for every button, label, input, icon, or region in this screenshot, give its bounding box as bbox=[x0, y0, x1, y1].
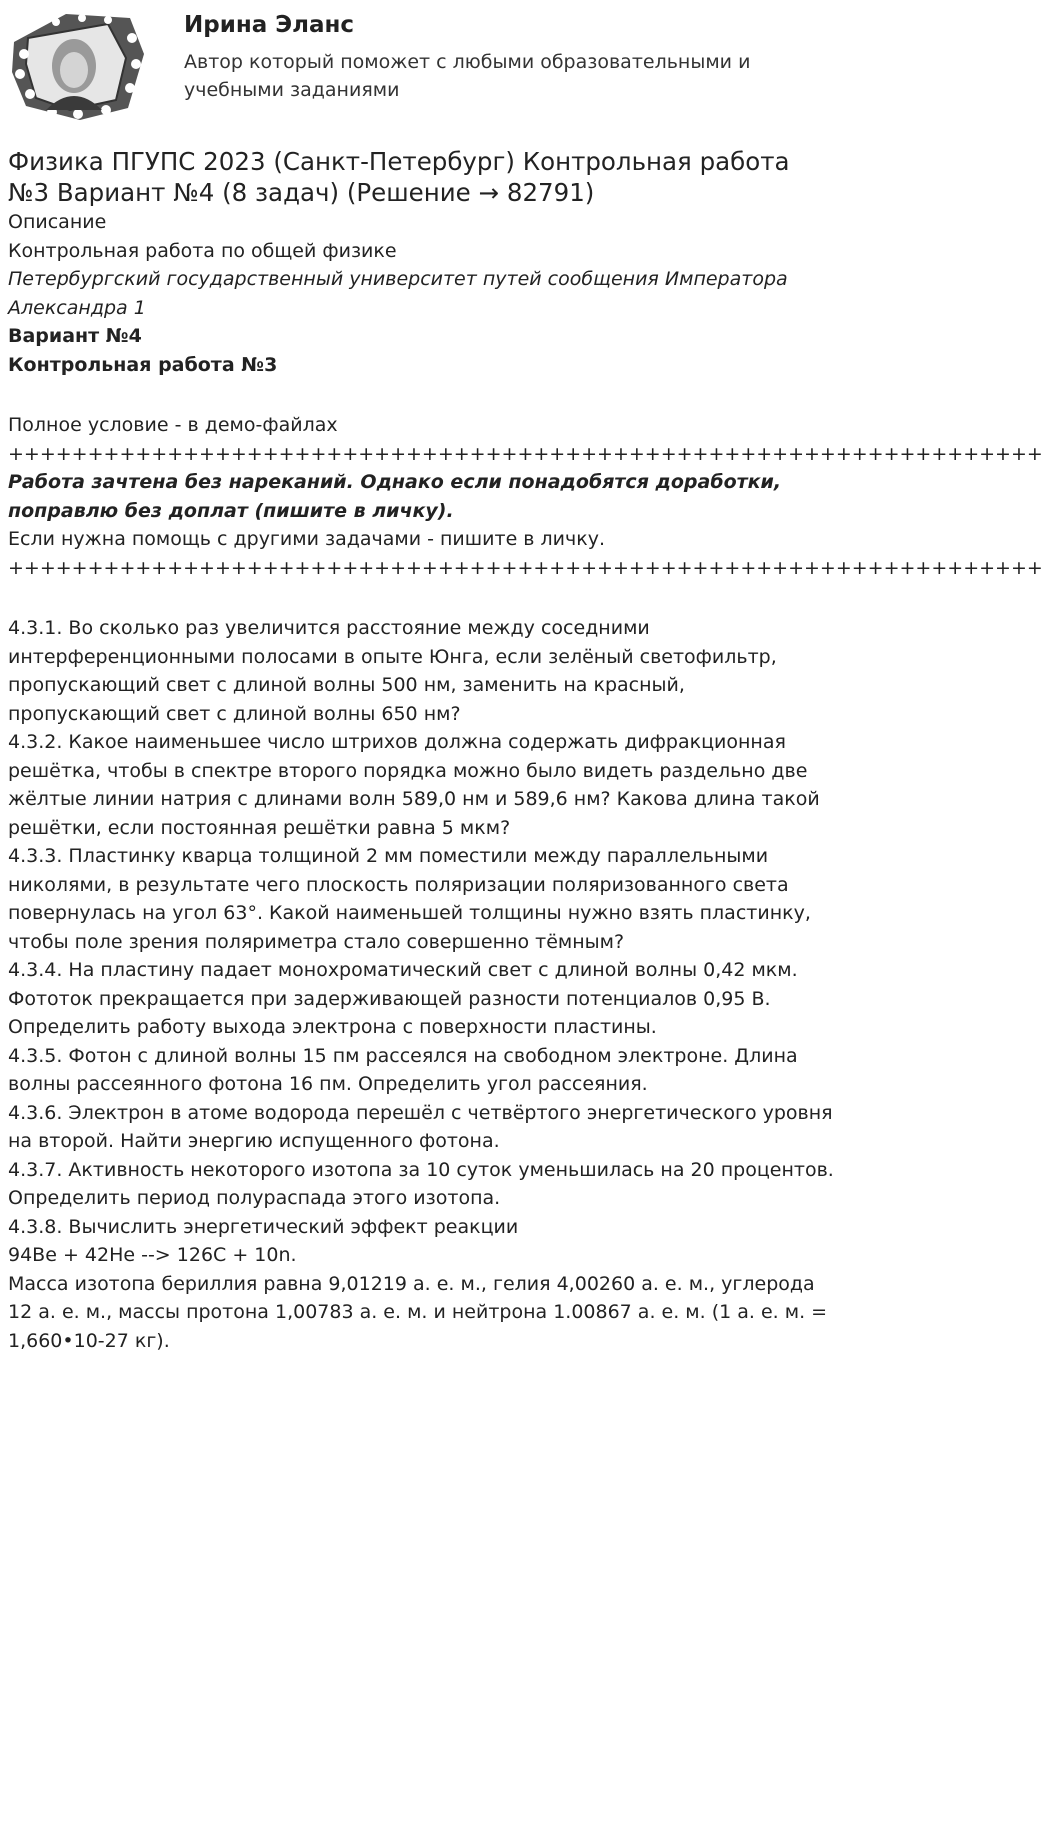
full-condition-note: Полное условие - в демо-файлах bbox=[8, 414, 338, 436]
variant-heading: Вариант №4 bbox=[8, 325, 142, 347]
author-description: Автор который поможет с любыми образовательными и учебными заданиями bbox=[184, 51, 751, 101]
help-note: Если нужна помощь с другими задачами - пишите в личку. bbox=[8, 528, 606, 550]
description-label: Описание bbox=[8, 211, 107, 233]
page-title: Физика ПГУПС 2023 (Санкт-Петербург) Контрольная работа №3 Вариант №4 (8 задач) (Решение → 82791) bbox=[8, 147, 790, 207]
university-name: Петербургский государственный университет путей сообщения Императора Александра 1 bbox=[8, 268, 788, 319]
masses-text: Масса изотопа бериллия равна 9,01219 а. е. м., гелия 4,00260 а. е. м., углерода 12 а. е. м., массы протона 1,00783 а. е. м. и нейтрона 1.00867 а. е. м. (1 а. е. м. = 1,660•10-27 кг). bbox=[8, 1272, 828, 1352]
author-header bbox=[0, 0, 847, 135]
task-item: 4.3.6. Электрон в атоме водорода перешёл с четвёртого энергетического уровня на второй. Найти энергию испущенного фотона. bbox=[8, 1101, 833, 1152]
document-body bbox=[8, 146, 1043, 1355]
task-item: 4.3.8. Вычислить энергетический эффект реакции bbox=[8, 1215, 519, 1238]
work-heading: Контрольная работа №3 bbox=[8, 353, 278, 376]
task-item: 4.3.3. Пластинку кварца толщиной 2 мм поместили между параллельными николями, в результате чего плоскость поляризации поляризованного света повернулась на угол 63°. Какой наименьшей толщины нужно взять пластинку, чтобы поле зрения поляриметра стало совершенно тёмным? bbox=[8, 845, 811, 953]
description-text: Контрольная работа по общей физике bbox=[8, 239, 397, 262]
separator-line: +++++++++++++++++++++++++++++++++++++++++++++++++++++++++++++++++ bbox=[8, 442, 1043, 465]
spacer bbox=[8, 379, 838, 411]
spacer bbox=[8, 582, 838, 614]
reaction-formula: 94Be + 42He --> 126C + 10n. bbox=[8, 1244, 297, 1266]
task-item: 4.3.4. На пластину падает монохроматический свет с длиной волны 0,42 мкм. Фототок прекращается при задерживающей разности потенциалов 0,95 В. Определить работу выхода электрона с поверхности пластины. bbox=[8, 959, 798, 1038]
author-avatar[interactable] bbox=[8, 8, 150, 126]
task-item: 4.3.1. Во сколько раз увеличится расстояние между соседними интерференционными полосами в опыте Юнга, если зелёный светофильтр, пропускающий свет с длиной волны 500 нм, заменить на красный, пропускающий свет с длиной волны 650 нм? bbox=[8, 617, 777, 725]
task-item: 4.3.7. Активность некоторого изотопа за 10 суток уменьшилась на 20 процентов. Определить период полураспада этого изотопа. bbox=[8, 1158, 834, 1209]
author-name[interactable]: Ирина Эланс bbox=[184, 12, 355, 38]
avatar-film-frame-icon bbox=[8, 8, 150, 126]
separator-line: +++++++++++++++++++++++++++++++++++++++++++++++++++++++++++++++++ bbox=[8, 556, 1043, 579]
task-item: 4.3.5. Фотон с длиной волны 15 пм рассеялся на свободном электроне. Длина волны рассеянного фотона 16 пм. Определить угол рассеяния. bbox=[8, 1044, 798, 1095]
task-item: 4.3.2. Какое наименьшее число штрихов должна содержать дифракционная решётка, чтобы в спектре второго порядка можно было видеть раздельно две жёлтые линии натрия с длинами волн 589,0 нм и 589,6 нм? Какова длина такой решётки, если постоянная решётки равна 5 мкм? bbox=[8, 731, 820, 839]
guarantee-note: Работа зачтена без нареканий. Однако если понадобятся доработки, поправлю без доплат (пишите в личку). bbox=[8, 471, 782, 522]
